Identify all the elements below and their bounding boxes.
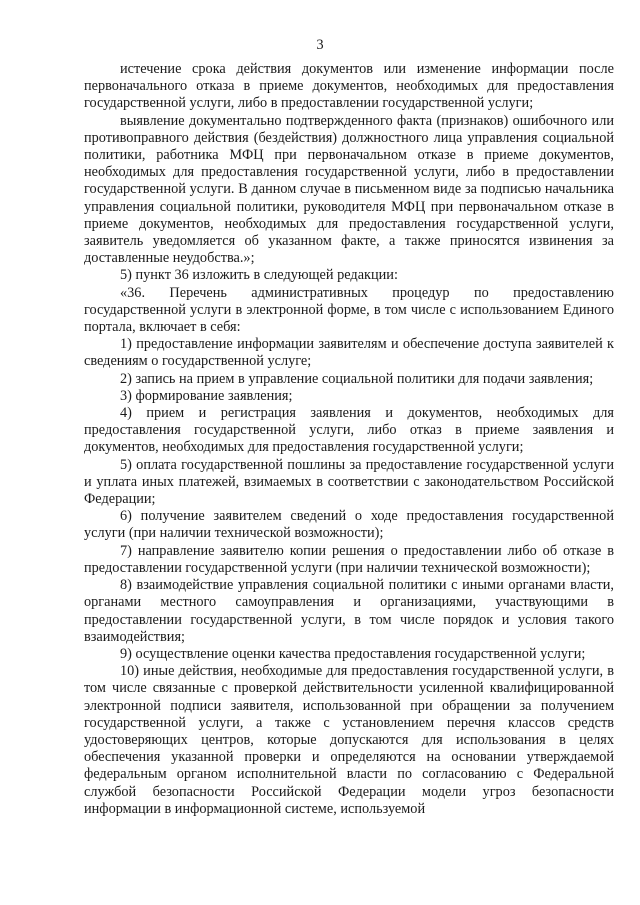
page-number: 3 (316, 37, 324, 53)
list-item-6: 6) получение заявителем сведений о ходе предоставления государственной услуги (при наличии технической возможности); (84, 508, 614, 542)
paragraph-error-detection: выявление документально подтвержденного факта (признаков) ошибочного или противоправного действия (бездействия) должностного лица управления социальной политики, работника МФЦ при первоначальном отказе в приеме документов, необходимых для предоставления государственной услуги, либо в предоставлении государственной услуги. В данном случае в письменном виде за подписью начальника управления социальной политики, руководителя МФЦ при первоначальном отказе в приеме документов, необходимых для предоставления государственной услуги, заявитель уведомляется об указанном факте, а также приносятся извинения за доставленные неудобства.»; (84, 112, 614, 267)
list-item-2: 2) запись на прием в управление социальной политики для подачи заявления; (120, 370, 594, 387)
document-body (84, 61, 614, 818)
list-item-3: 3) формирование заявления; (120, 387, 293, 404)
paragraph-expiry: истечение срока действия документов или изменение информации после первоначального отказа в приеме документов, необходимых для предоставления государственной услуги, либо в предоставлении государственной услуги; (84, 61, 614, 112)
list-item-8: 8) взаимодействие управления социальной политики с иными органами власти, органами местного самоуправления и организациями, участвующими в предоставлении государственной услуги, в том числе порядок и условия такого взаимодействия; (84, 577, 614, 645)
paragraph-amendment-item-5: 5) пункт 36 изложить в следующей редакции: (120, 267, 398, 284)
list-item-1: 1) предоставление информации заявителям и обеспечение доступа заявителей к сведениям о государственной услуге; (84, 336, 614, 370)
list-item-9: 9) осуществление оценки качества предоставления государственной услуги; (120, 645, 586, 662)
list-item-7: 7) направление заявителю копии решения о предоставлении либо об отказе в предоставлении государственной услуги (при наличии технической возможности); (84, 542, 614, 576)
list-item-5: 5) оплата государственной пошлины за предоставление государственной услуги и уплата иных платежей, взимаемых в соответствии с законодательством Российской Федерации; (84, 456, 614, 508)
paragraph-clause-36-intro: «36. Перечень административных процедур по предоставлению государственной услуги в электронной форме, в том числе с использованием Единого портала, включает в себя: (84, 284, 614, 336)
list-item-4: 4) прием и регистрация заявления и документов, необходимых для предоставления государственной услуги, либо отказ в приеме заявления и документов, необходимых для предоставления государственной услуги; (84, 405, 614, 456)
list-item-10: 10) иные действия, необходимые для предоставления государственной услуги, в том числе связанные с проверкой действительности усиленной квалифицированной электронной подписи заявителя, использованной при обращении за получением государственной услуги, а также с установлением перечня классов средств удостоверяющих центров, которые допускаются для использования в целях обеспечения указанной проверки и определяются на основании утверждаемой федеральным органом исполнительной власти по согласованию с Федеральной службой безопасности Российской Федерации модели угроз безопасности информации в информационной системе, используемой (84, 663, 614, 817)
